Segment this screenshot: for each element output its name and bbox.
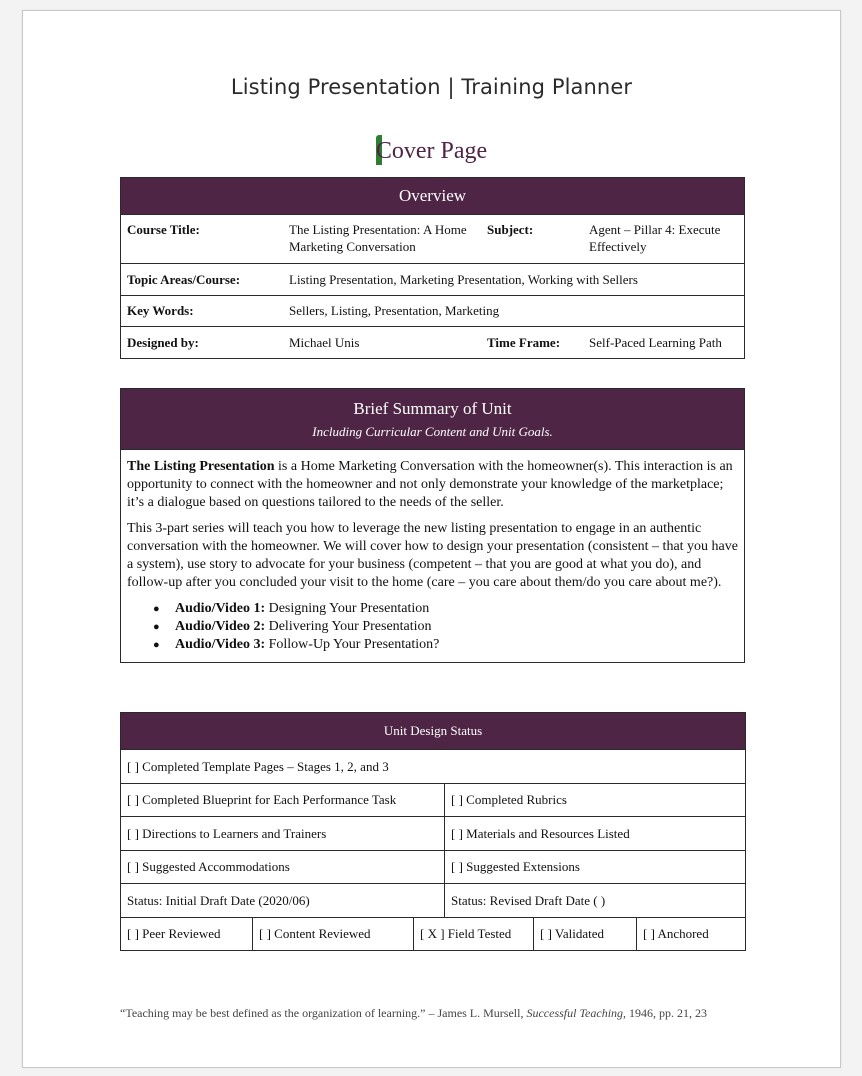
list-item [153, 618, 738, 636]
check-anchored[interactable]: [ ] Anchored [637, 918, 746, 951]
list-item [153, 636, 738, 654]
course-title-row [121, 215, 745, 264]
status-initial-draft[interactable]: Status: Initial Draft Date (2020/06) [121, 884, 445, 918]
course-title-value[interactable]: The Listing Presentation: A Home Marketing Conversation [289, 222, 467, 254]
designed-by-label: Designed by: [127, 334, 199, 350]
subject-value[interactable]: Agent – Pillar 4: Execute Effectively [589, 222, 721, 254]
designed-by-value[interactable]: Michael Unis [289, 334, 360, 350]
footer-citation: , 1946, pp. 21, 23 [623, 1006, 708, 1020]
subject-label: Subject: [487, 222, 534, 237]
summary-body[interactable] [121, 450, 745, 663]
status-header: Unit Design Status [121, 713, 746, 750]
list-item-text: Follow-Up Your Presentation? [265, 637, 440, 652]
summary-title: Brief Summary of Unit [353, 398, 512, 418]
overview-header: Overview [121, 178, 745, 215]
overview-table [120, 177, 745, 359]
status-template-pages[interactable]: [ ] Completed Template Pages – Stages 1, 2, and 3 [121, 750, 746, 784]
summary-p1-bold: The Listing Presentation [127, 459, 275, 474]
list-item-text: Designing Your Presentation [265, 601, 430, 616]
list-item-text: Delivering Your Presentation [265, 619, 432, 634]
time-frame-label: Time Frame: [487, 334, 561, 350]
check-peer-reviewed[interactable]: [ ] Peer Reviewed [121, 918, 253, 951]
topic-row [121, 264, 745, 296]
keywords-value[interactable]: Sellers, Listing, Presentation, Marketing [289, 303, 500, 318]
footer-quote [120, 1006, 707, 1021]
footer-book-title: Successful Teaching [526, 1006, 624, 1020]
check-validated[interactable]: [ ] Validated [534, 918, 637, 951]
status-table [120, 712, 746, 951]
summary-table [120, 388, 745, 663]
document-page [22, 10, 841, 1068]
time-frame-value[interactable]: Self-Paced Learning Path [589, 334, 722, 350]
status-directions[interactable]: [ ] Directions to Learners and Trainers [121, 817, 445, 851]
summary-p1-text: is a Home Marketing Conversation with the homeowner(s). This interaction is an opportunity to connect with the homeowner and not only demonstrate your knowledge of the marketplace; it’s a dialogue based on questions tailored to the needs of the seller. [127, 459, 733, 510]
list-item-label: Audio/Video 2: [175, 619, 266, 634]
designed-row [121, 327, 745, 359]
summary-paragraph-2: This 3-part series will teach you how to leverage the new listing presentation to engage in an authentic conversation with the homeowner. We will cover how to design your presentation (consistent – that you have a system), use story to advocate for your business (competent – that you are good at what you do), and follow-up after you concluded your visit to the home (care – you care about them/do you care about me?). [127, 521, 738, 590]
keywords-row [121, 296, 745, 327]
course-title-label: Course Title: [127, 222, 200, 237]
cover-heading-text: Cover Page [375, 138, 488, 164]
summary-paragraph-1 [127, 458, 738, 512]
topic-value[interactable]: Listing Presentation, Marketing Presentation, Working with Sellers [289, 271, 638, 287]
topic-label: Topic Areas/Course: [127, 271, 241, 287]
summary-header [121, 389, 745, 450]
status-extensions[interactable]: [ ] Suggested Extensions [445, 851, 746, 884]
footer-quote-text: “Teaching may be best defined as the organization of learning.” – James L. Mursell, [120, 1006, 527, 1020]
list-item-label: Audio/Video 1: [175, 601, 266, 616]
list-item [153, 600, 738, 618]
status-materials[interactable]: [ ] Materials and Resources Listed [445, 817, 746, 851]
document-title: Listing Presentation | Training Planner [230, 75, 633, 99]
summary-list [127, 600, 738, 654]
status-accommodations[interactable]: [ ] Suggested Accommodations [121, 851, 445, 884]
cover-heading[interactable] [23, 135, 840, 165]
keywords-label: Key Words: [127, 303, 194, 318]
list-item-label: Audio/Video 3: [175, 637, 266, 652]
summary-subtitle: Including Curricular Content and Unit Goals. [312, 423, 553, 439]
status-revised-draft[interactable]: Status: Revised Draft Date ( ) [445, 884, 746, 918]
status-rubrics[interactable]: [ ] Completed Rubrics [445, 784, 746, 817]
check-field-tested[interactable]: [ X ] Field Tested [414, 918, 534, 951]
status-blueprint[interactable]: [ ] Completed Blueprint for Each Performance Task [121, 784, 445, 817]
check-content-reviewed[interactable]: [ ] Content Reviewed [253, 918, 414, 951]
